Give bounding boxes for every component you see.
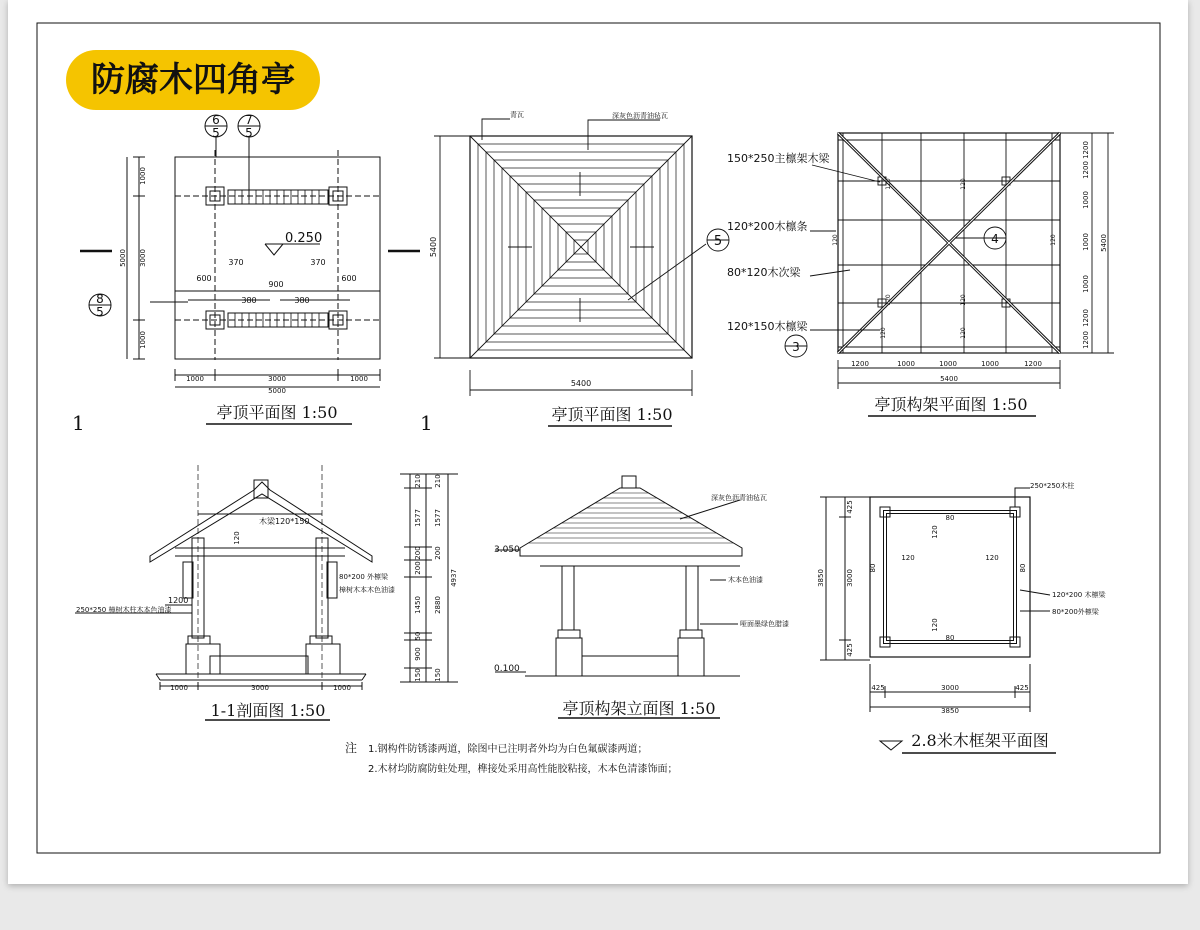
marker-5a: 5 [212,126,220,140]
dim-left-5000: 5000 [119,249,127,267]
elev-dim-right: 200 [434,546,442,560]
wf-dim-bottom: 425 [1015,684,1029,692]
marker-6: 6 [212,113,220,127]
note-line-2: 2.木材均防腐防蛀处理，榫接处采用高性能胶粘接，木本色清漆饰面； [368,764,678,775]
elevation-dims [414,474,442,681]
plan-view [80,115,420,424]
wf-dim-left: 425 [846,643,854,657]
plan-title: 亭顶平面图 1:50 [216,403,338,422]
frame-small-mark: 120 [1050,234,1057,246]
wf-inner-mark: 80 [945,634,955,642]
notes-label: 注 [345,741,358,755]
dim-600a: 600 [196,274,212,283]
elev-dim-right: 1577 [434,509,442,527]
dim-bottom-3000: 3000 [268,375,286,383]
roof-plan-labels [420,110,722,435]
wf-dim-total-left: 3850 [817,569,825,587]
frame-dims-bottom [851,360,1042,368]
dim-bottom-1000a: 1000 [186,375,204,383]
level-3050: 3.050 [494,545,520,555]
dim-900: 900 [268,280,284,289]
frame-note-1: 150*250主檩架木梁 [727,152,830,165]
frame-dims-right [1082,141,1090,349]
elevation-roof [528,493,733,543]
section-note-4: 250*250 樟树木柱木本色油漆 [76,606,172,614]
section-dim-1000a: 1000 [170,684,188,692]
section-dim-120: 120 [233,531,241,545]
section-dim-1000b: 1000 [333,684,351,692]
frame-marker-4: 4 [991,232,999,246]
wf-inner-mark: 120 [985,554,999,562]
wf-inner-mark: 80 [869,563,877,573]
elevation-labels [414,474,789,718]
frame-dim-total-bottom: 5400 [940,375,958,383]
dim-380a: 380 [241,296,257,305]
frame-dim-right: 1200 [1082,161,1090,179]
frame-small-mark: 120 [880,327,887,339]
elev-dim-left: 900 [414,647,422,661]
frame-dim-total-right: 5400 [1100,234,1108,252]
elev-note-2: 木本色油漆 [728,576,763,584]
frame-plan-view [785,133,1114,416]
frame-dim-bottom: 1000 [897,360,915,368]
wf-dim-bottom: 425 [871,684,885,692]
dim-380b: 380 [294,296,310,305]
roof-dim-bottom: 5400 [570,379,592,388]
elev-dim-left: 50 [414,631,422,641]
frame-small-mark: 120 [960,327,967,339]
drawing-sheet [8,0,1188,884]
frame-note-2: 120*200木檩条 [727,220,808,233]
section-view [75,465,372,720]
roof-marker: 5 [713,234,723,249]
elev-dim-total: 4937 [450,569,458,587]
elevation-title: 亭顶构架立面图 1:50 [562,699,716,718]
elev-dim-left: 150 [414,668,422,682]
elev-dim-left: 210 [414,474,422,488]
marker-5b: 5 [245,126,253,140]
frame-dim-right: 1000 [1082,191,1090,209]
section-dim-1200: 1200 [168,596,189,605]
elev-dim-right: 150 [434,668,442,682]
wf-note-2: 120*200 木檩梁 [1052,591,1106,599]
woodframe-labels [817,481,1106,750]
roof-note-felt: 深灰色沥青油毡瓦 [612,112,668,120]
dim-600b: 600 [341,274,357,283]
dim-left-1000a: 1000 [139,167,147,185]
elev-note-1: 深灰色沥青油毡瓦 [711,494,767,502]
dim-left-3000: 3000 [139,249,147,267]
level-0100: 0.100 [494,664,520,674]
section-dim-3000: 3000 [251,684,269,692]
dim-bottom-1000b: 1000 [350,375,368,383]
general-notes [345,741,678,775]
dim-bottom-5000: 5000 [268,387,286,395]
woodframe-dims [846,500,1029,692]
frame-dim-right: 1000 [1082,233,1090,251]
frame-dim-bottom: 1000 [939,360,957,368]
section-note-1: 木梁120*150 [259,517,310,526]
elev-note-3: 哑面墨绿色腊漆 [740,620,789,628]
frame-small-mark: 120 [885,294,892,306]
wf-dim-total-bottom: 3850 [941,707,959,715]
elevation-label: 0.250 [285,231,323,246]
roof-title: 亭顶平面图 1:50 [551,405,673,424]
frame-small-mark: 120 [960,294,967,306]
roof-section-mark: 1 [420,411,433,435]
frame-dim-bottom: 1200 [1024,360,1042,368]
frame-dim-right: 1200 [1082,309,1090,327]
elev-dim-right: 210 [434,474,442,488]
marker-5c: 5 [96,305,104,319]
frame-dim-right: 1200 [1082,331,1090,349]
wf-dim-left: 425 [846,500,854,514]
elev-dim-left: 1450 [414,596,422,614]
frame-dim-bottom: 1200 [851,360,869,368]
frame-note-4: 120*150木檩梁 [727,320,808,333]
frame-small-mark: 120 [885,178,892,190]
frame-marker-3: 3 [792,340,800,354]
note-line-1: 1.钢构件防锈漆两道，除图中已注明者外均为白色氟碳漆两道； [368,744,648,755]
wf-inner-mark: 120 [931,525,939,539]
marker-7: 7 [245,113,253,127]
frame-plan-labels [727,141,1108,414]
section-note-3: 樟树木本木色油漆 [339,586,395,594]
cad-drawing [8,0,1188,884]
elev-dim-left: 200 [414,546,422,560]
frame-note-3: 80*120木次梁 [727,266,801,279]
wf-inner-mark: 120 [901,554,915,562]
frame-dim-right: 1000 [1082,275,1090,293]
page-title: 防腐木四角亭 [66,50,320,110]
wf-inner-mark: 80 [1019,563,1027,573]
dim-left-1000b: 1000 [139,331,147,349]
elevation-view [400,474,742,718]
elev-dim-left: 1577 [414,509,422,527]
wf-inner-mark: 120 [931,618,939,632]
section-note-2: 80*200 外檩梁 [339,573,388,581]
marker-8: 8 [96,292,104,306]
frame-small-mark: 120 [960,178,967,190]
dim-370a: 370 [228,258,244,267]
section-title: 1-1剖面图 1:50 [210,701,326,720]
wf-note-1: 250*250木柱 [1030,482,1075,490]
plan-section-mark: 1 [72,411,85,435]
roof-dim-left: 5400 [429,236,438,258]
elev-dim-left: 200 [414,561,422,575]
drawing-frame [37,23,1160,853]
wf-inner-mark: 80 [945,514,955,522]
roof-note-tile: 青瓦 [510,111,524,119]
woodframe-title: 2.8米木框架平面图 [911,731,1049,750]
wf-note-3: 80*200外檩梁 [1052,608,1099,616]
frame-dim-right: 1200 [1082,141,1090,159]
frame-dim-bottom: 1000 [981,360,999,368]
dim-370b: 370 [310,258,326,267]
frame-title: 亭顶构架平面图 1:50 [874,395,1028,414]
wf-dim-bottom: 3000 [941,684,959,692]
elev-dim-right: 2880 [434,596,442,614]
wf-dim-left: 3000 [846,569,854,587]
frame-small-mark: 120 [832,234,839,246]
